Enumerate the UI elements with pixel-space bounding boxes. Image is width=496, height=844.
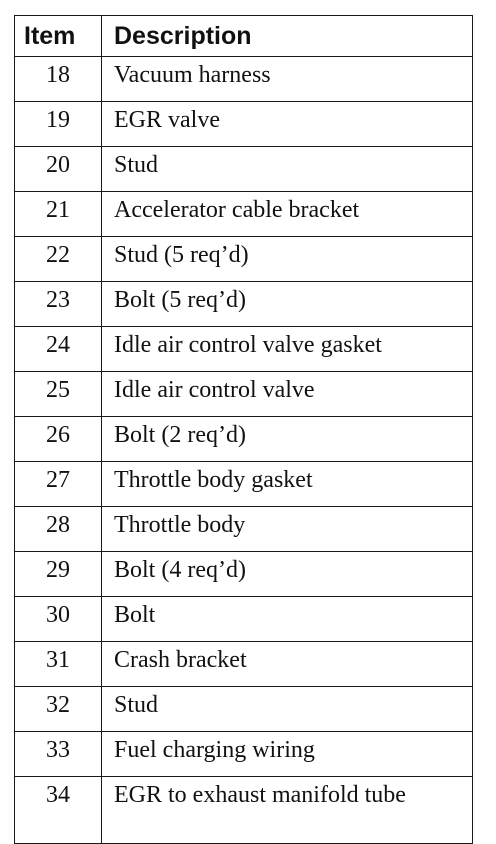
item-column-header: Item — [15, 16, 102, 57]
table-row — [15, 327, 473, 372]
item-number: 34 — [15, 777, 102, 844]
description-column-header: Description — [102, 16, 473, 57]
table-row — [15, 687, 473, 732]
item-description: EGR valve — [102, 102, 473, 147]
item-description: Crash bracket — [102, 642, 473, 687]
item-description: Throttle body gasket — [102, 462, 473, 507]
item-description: Vacuum harness — [102, 57, 473, 102]
table-row — [15, 552, 473, 597]
table-row — [15, 507, 473, 552]
item-description: Stud (5 req’d) — [102, 237, 473, 282]
parts-table — [14, 15, 473, 844]
item-description: Bolt (4 req’d) — [102, 552, 473, 597]
table-row — [15, 57, 473, 102]
item-description: EGR to exhaust manifold tube — [102, 777, 473, 844]
item-number: 27 — [15, 462, 102, 507]
table-row — [15, 102, 473, 147]
table-row — [15, 732, 473, 777]
table-row — [15, 192, 473, 237]
item-description: Accelerator cable bracket — [102, 192, 473, 237]
item-number: 26 — [15, 417, 102, 462]
table-row — [15, 147, 473, 192]
table-row — [15, 417, 473, 462]
item-number: 22 — [15, 237, 102, 282]
table-row — [15, 642, 473, 687]
item-number: 30 — [15, 597, 102, 642]
item-description: Fuel charging wiring — [102, 732, 473, 777]
item-number: 32 — [15, 687, 102, 732]
item-number: 18 — [15, 57, 102, 102]
table-row — [15, 597, 473, 642]
table-row — [15, 777, 473, 844]
item-number: 21 — [15, 192, 102, 237]
table-row — [15, 282, 473, 327]
item-description: Idle air control valve gasket — [102, 327, 473, 372]
item-number: 33 — [15, 732, 102, 777]
table-row — [15, 372, 473, 417]
table-row — [15, 237, 473, 282]
item-number: 23 — [15, 282, 102, 327]
item-number: 31 — [15, 642, 102, 687]
item-description: Throttle body — [102, 507, 473, 552]
header-row — [15, 16, 473, 57]
item-description: Bolt — [102, 597, 473, 642]
item-number: 29 — [15, 552, 102, 597]
item-number: 25 — [15, 372, 102, 417]
item-number: 24 — [15, 327, 102, 372]
item-description: Stud — [102, 687, 473, 732]
item-number: 19 — [15, 102, 102, 147]
item-number: 28 — [15, 507, 102, 552]
item-description: Stud — [102, 147, 473, 192]
item-description: Bolt (2 req’d) — [102, 417, 473, 462]
item-number: 20 — [15, 147, 102, 192]
item-description: Bolt (5 req’d) — [102, 282, 473, 327]
item-description: Idle air control valve — [102, 372, 473, 417]
table-row — [15, 462, 473, 507]
